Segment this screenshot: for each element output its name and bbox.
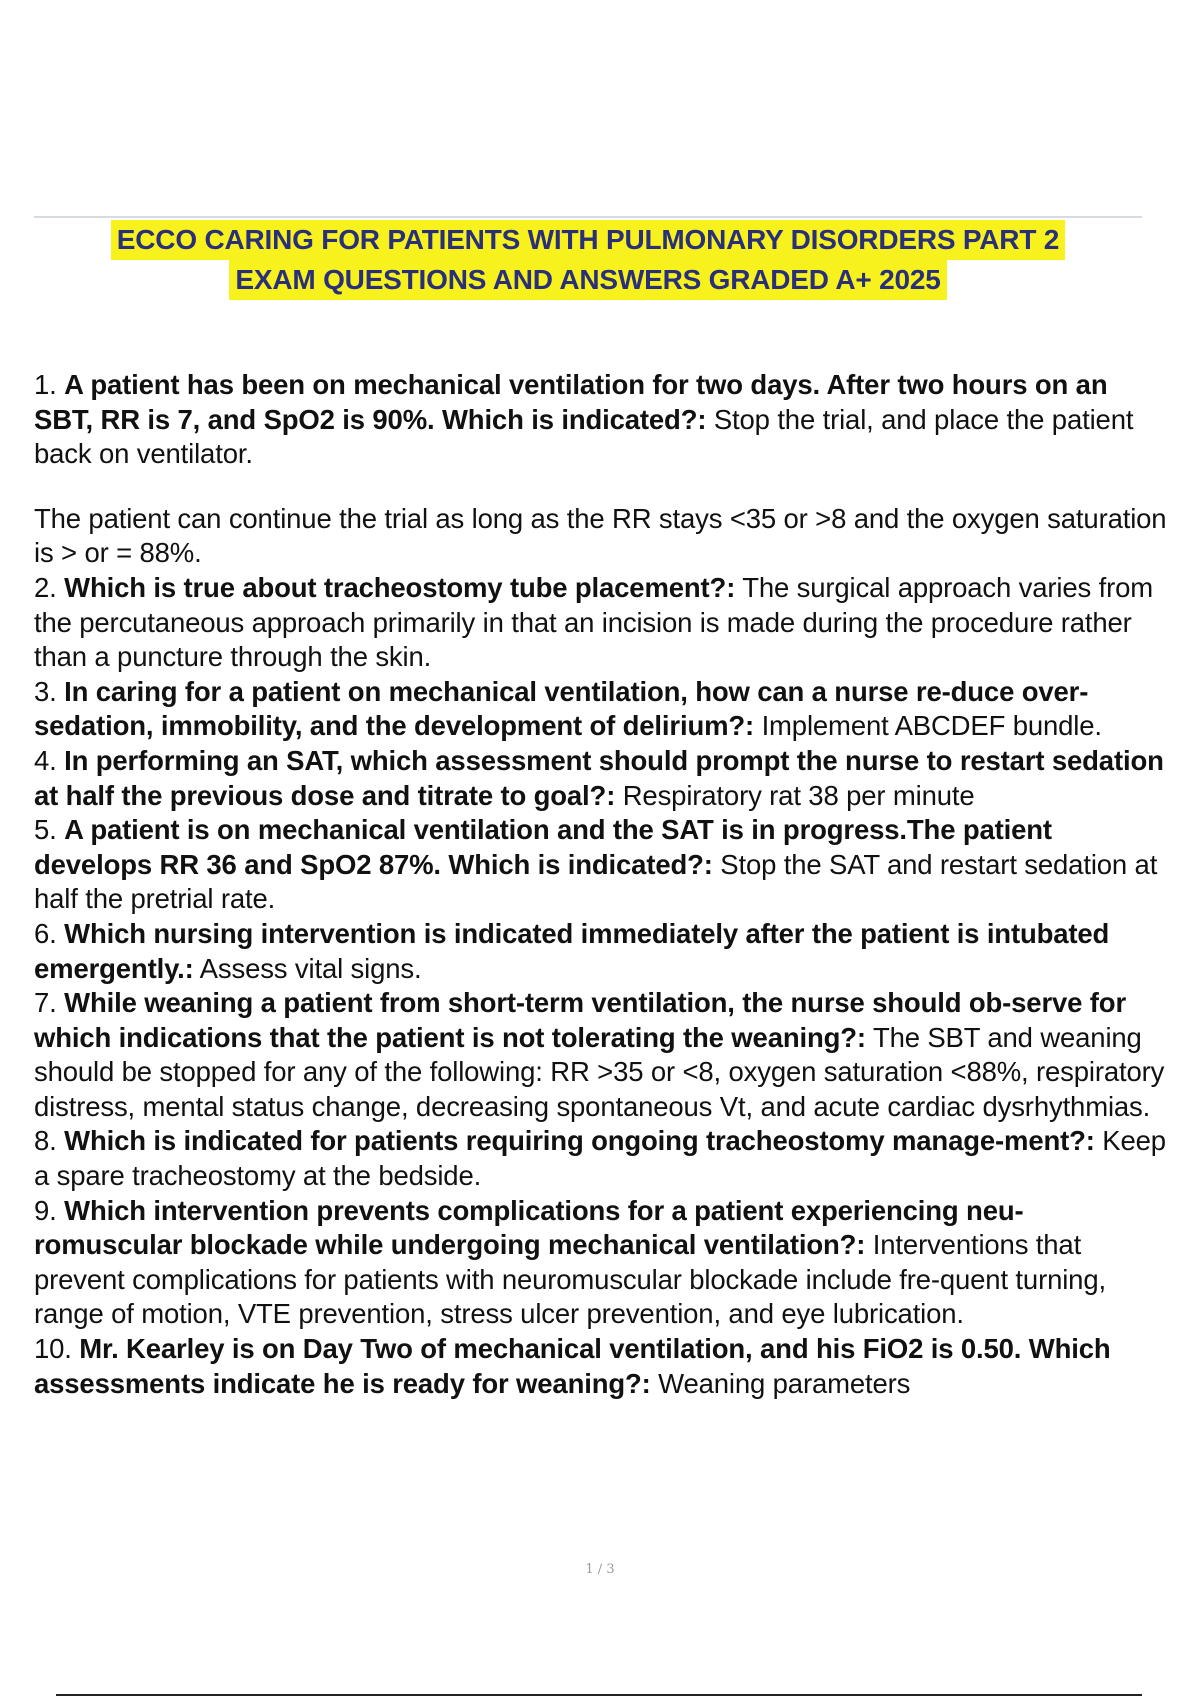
qa-item-1 xyxy=(34,368,1170,472)
top-divider xyxy=(34,216,1142,218)
qa-answer: Implement ABCDEF bundle. xyxy=(761,710,1102,742)
qa-answer: Weaning parameters xyxy=(658,1367,911,1399)
qa-question: Which intervention prevents complications for a patient experiencing neu-romuscular blockade while undergoing mechanical ventilation?: xyxy=(34,1194,1024,1261)
qa-number: 1. xyxy=(34,369,57,400)
qa-item-8 xyxy=(34,1124,1170,1193)
qa-answer: Stop the trial, and place the patient back on ventilator. xyxy=(34,403,1134,470)
qa-answer: Stop the SAT and restart sedation at half the pretrial rate. xyxy=(34,848,1158,915)
qa-answer: The surgical approach varies from the percutaneous approach primarily in that an incision is made during the procedure rather than a puncture through the skin. xyxy=(34,571,1154,673)
qa-item-6 xyxy=(34,917,1170,986)
qa-question: Which nursing intervention is indicated immediately after the patient is intubated emergently.: xyxy=(34,917,1110,984)
qa-item-10 xyxy=(34,1332,1170,1401)
qa-question: In performing an SAT, which assessment should prompt the nurse to restart sedation at half the previous dose and titrate to goal?: xyxy=(34,744,1164,811)
qa-number: 6. xyxy=(34,917,57,949)
qa-number: 2. xyxy=(34,571,57,603)
qa-number: 3. xyxy=(34,675,57,707)
qa-question: Which is true about tracheostomy tube placement?: xyxy=(64,571,736,603)
page-number: 1 / 3 xyxy=(585,1562,615,1577)
qa-item-3 xyxy=(34,675,1170,744)
qa-question: In caring for a patient on mechanical ventilation, how can a nurse re-duce over-sedation, immobility, and the development of delirium?: xyxy=(34,675,1089,742)
title-line-2: EXAM QUESTIONS AND ANSWERS GRADED A+ 2025 xyxy=(229,260,946,300)
qa-answer: Respiratory rat 38 per minute xyxy=(622,779,975,811)
qa-number: 8. xyxy=(34,1125,57,1157)
qa-number: 7. xyxy=(34,987,57,1019)
qa-item-4 xyxy=(34,744,1170,813)
qa-question: A patient has been on mechanical ventilation for two days. After two hours on an SBT, RR is 7, and SpO2 is 90%. Which is indicated?: xyxy=(34,369,1108,435)
qa-question: While weaning a patient from short-term ventilation, the nurse should ob-serve for which indications that the patient is not tolerating the weaning?: xyxy=(34,987,1126,1053)
document-title xyxy=(34,220,1142,300)
qa-item-5 xyxy=(34,813,1170,917)
qa-item-7 xyxy=(34,986,1170,1124)
qa-number: 4. xyxy=(34,744,57,776)
qa-question: Which is indicated for patients requiring ongoing tracheostomy manage-ment?: xyxy=(64,1125,1095,1157)
title-line-1: ECCO CARING FOR PATIENTS WITH PULMONARY DISORDERS PART 2 xyxy=(111,220,1065,260)
qa-answer: Interventions that prevent complications for patients with neuromuscular blockade include fre-quent turning, range of motion, VTE prevention, stress ulcer prevention, and eye lubrication. xyxy=(34,1229,1106,1330)
qa-number: 10. xyxy=(34,1333,72,1365)
qa-number: 9. xyxy=(34,1194,57,1226)
bottom-divider xyxy=(56,1694,1142,1696)
qa-answer: Keep a spare tracheostomy at the bedside. xyxy=(34,1125,1166,1192)
qa-item-2 xyxy=(34,571,1170,675)
qa-answer: Assess vital signs. xyxy=(199,952,422,984)
qa-number: 5. xyxy=(34,814,57,846)
qa-list xyxy=(34,368,1170,1401)
qa-question: A patient is on mechanical ventilation and the SAT is in progress.The patient develops RR 36 and SpO2 87%. Which is indicated?: xyxy=(34,814,1052,880)
qa-note: The patient can continue the trial as long as the RR stays <35 or >8 and the oxygen saturation is > or = 88%. xyxy=(34,502,1167,569)
qa-answer: The SBT and weaning should be stopped for any of the following: RR >35 or <8, oxygen saturation <88%, respiratory distress, mental status change, decreasing spontaneous Vt, and acute cardiac dysrhythmias. xyxy=(34,1021,1165,1122)
qa-item-9 xyxy=(34,1194,1170,1332)
qa-question: Mr. Kearley is on Day Two of mechanical ventilation, and his FiO2 is 0.50. Which assessments indicate he is ready for weaning?: xyxy=(34,1333,1111,1399)
